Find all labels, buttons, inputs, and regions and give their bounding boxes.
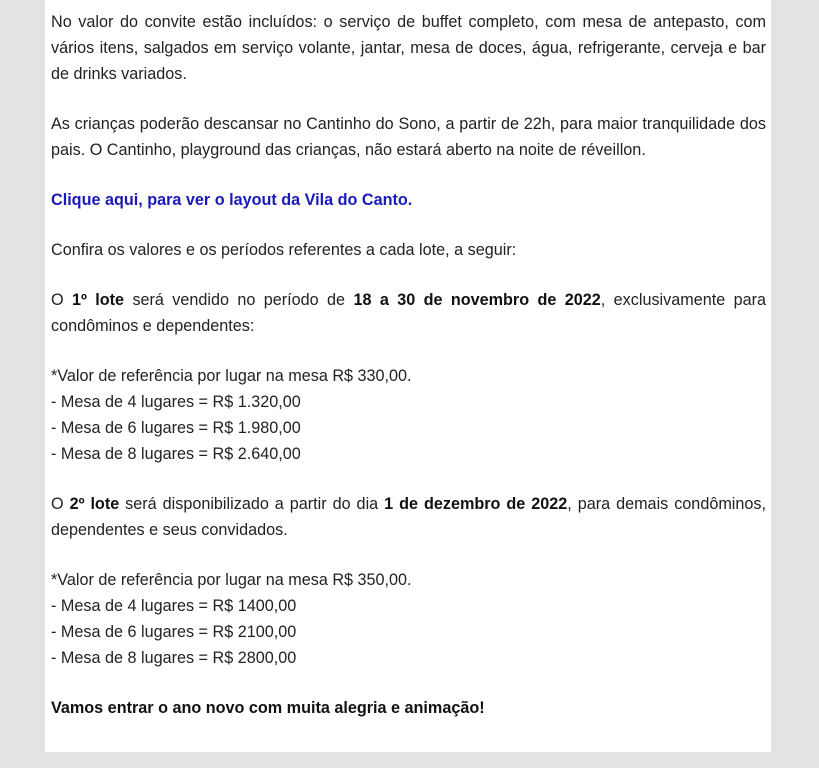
lote1-text-2: será vendido no período de — [124, 291, 354, 309]
lote1-reference: *Valor de referência por lugar na mesa R$ 330,00. — [51, 367, 412, 385]
lote1-mesa-8: - Mesa de 8 lugares = R$ 2.640,00 — [51, 445, 301, 463]
article-body — [51, 9, 766, 745]
lote2-bold-name: 2º lote — [69, 495, 120, 513]
layout-link[interactable]: Clique aqui, para ver o layout da Vila do Canto. — [51, 191, 413, 209]
paragraph-lote2 — [51, 491, 766, 543]
paragraph-children: As crianças poderão descansar no Cantinho do Sono, a partir de 22h, para maior tranquilidade dos pais. O Cantinho, playground das crianças, não estará aberto na noite de réveillon. — [51, 115, 766, 159]
lote2-bold-date: 1 de dezembro de 2022 — [384, 495, 568, 513]
lote1-text-1: O — [51, 291, 72, 309]
lote1-bold-period: 18 a 30 de novembro de 2022 — [353, 291, 601, 309]
lote2-mesa-8: - Mesa de 8 lugares = R$ 2800,00 — [51, 649, 297, 667]
page-background — [45, 0, 771, 752]
closing-text: Vamos entrar o ano novo com muita alegria e animação! — [51, 699, 485, 717]
lote1-bold-name: 1º lote — [71, 291, 125, 309]
lote2-reference: *Valor de referência por lugar na mesa R$ 350,00. — [51, 571, 412, 589]
layout-link-paragraph — [51, 187, 766, 213]
paragraph-confira: Confira os valores e os períodos referentes a cada lote, a seguir: — [51, 241, 517, 259]
lote1-text-3: , exclusivamente para condôminos e dependentes: — [51, 291, 766, 335]
paragraph-included: No valor do convite estão incluídos: o serviço de buffet completo, com mesa de antepasto, com vários itens, salgados em serviço volante, jantar, mesa de doces, água, refrigerante, cerveja e bar de drinks variados. — [51, 13, 766, 83]
paragraph-lote1 — [51, 287, 766, 339]
lote2-text-1: O — [51, 495, 70, 513]
lote1-mesa-4: - Mesa de 4 lugares = R$ 1.320,00 — [51, 393, 301, 411]
lote1-prices — [51, 363, 766, 467]
lote2-text-2: será disponibilizado a partir do dia — [119, 495, 385, 513]
lote1-mesa-6: - Mesa de 6 lugares = R$ 1.980,00 — [51, 419, 301, 437]
lote2-prices — [51, 567, 766, 671]
lote2-mesa-6: - Mesa de 6 lugares = R$ 2100,00 — [51, 623, 297, 641]
lote2-mesa-4: - Mesa de 4 lugares = R$ 1400,00 — [51, 597, 297, 615]
closing-paragraph — [51, 695, 766, 721]
lote2-text-3: , para demais condôminos, dependentes e seus convidados. — [51, 495, 766, 539]
